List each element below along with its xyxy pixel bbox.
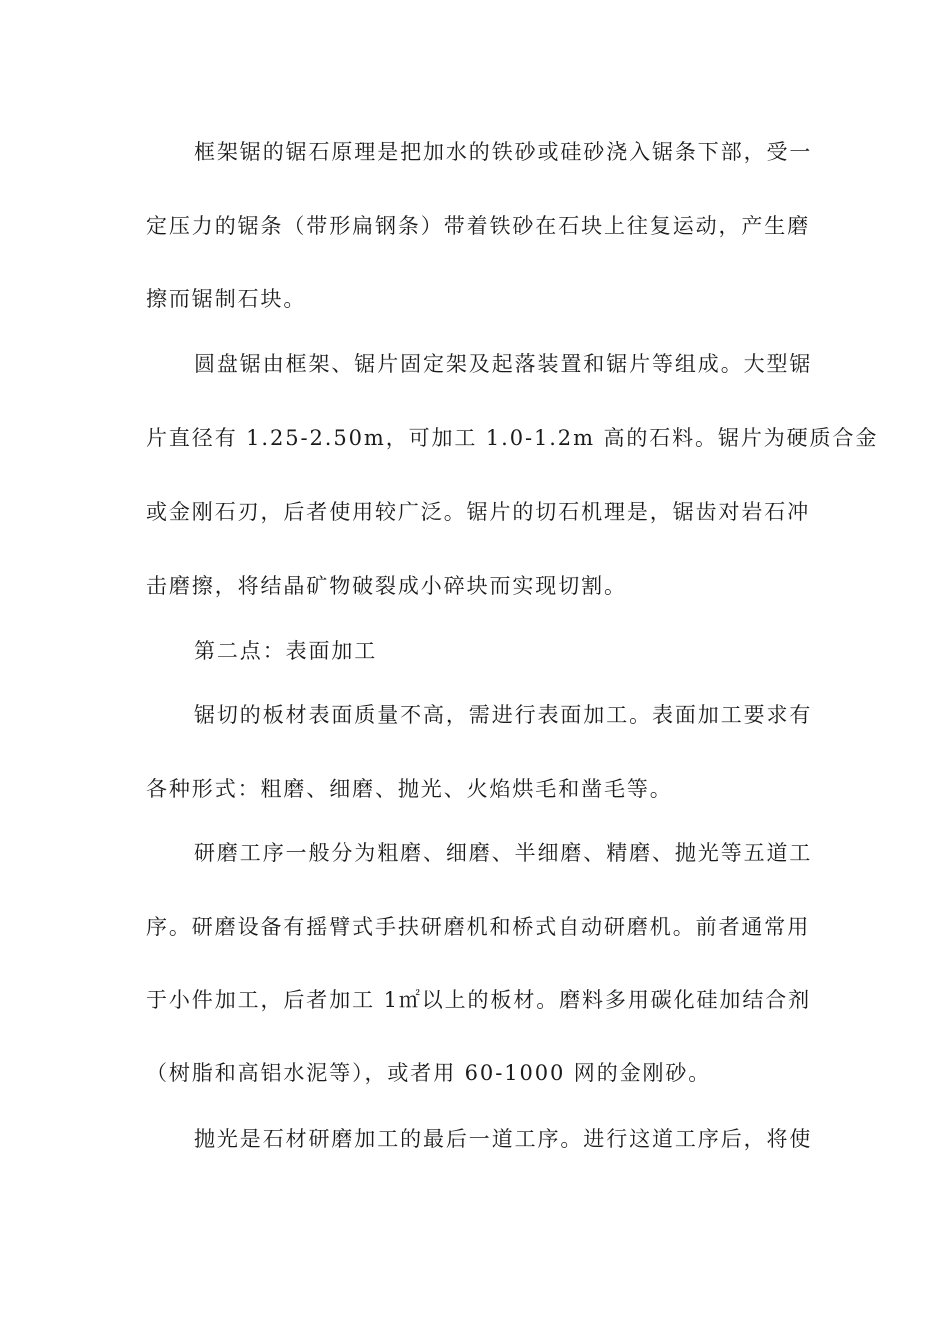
- paragraph-line: 擦而锯制石块。: [146, 287, 307, 311]
- paragraph-line: 各种形式：粗磨、细磨、抛光、火焰烘毛和凿毛等。: [146, 777, 673, 801]
- paragraph-line: 于小件加工，后者加工 1㎡以上的板材。磨料多用碳化硅加结合剂: [146, 988, 812, 1012]
- paragraph-line: 定压力的锯条（带形扁钢条）带着铁砂在石块上往复运动，产生磨: [146, 214, 811, 238]
- paragraph-line: 锯切的板材表面质量不高，需进行表面加工。表面加工要求有: [194, 703, 813, 727]
- paragraph-line: 击磨擦，将结晶矿物破裂成小碎块而实现切割。: [146, 574, 627, 598]
- paragraph-line: 或金刚石刃，后者使用较广泛。锯片的切石机理是，锯齿对岩石冲: [146, 500, 811, 524]
- paragraph-line: 片直径有 1.25-2.50m，可加工 1.0-1.2m 高的石料。锯片为硬质合金: [146, 426, 879, 450]
- paragraph-line: 抛光是石材研磨加工的最后一道工序。进行这道工序后，将使: [194, 1127, 813, 1151]
- section-heading: 第二点：表面加工: [194, 639, 378, 663]
- paragraph-line: 序。研磨设备有摇臂式手扶研磨机和桥式自动研磨机。前者通常用: [146, 915, 811, 939]
- paragraph-line: （树脂和高铝水泥等），或者用 60-1000 网的金刚砂。: [146, 1061, 712, 1085]
- paragraph-line: 圆盘锯由框架、锯片固定架及起落装置和锯片等组成。大型锯: [194, 352, 813, 376]
- paragraph-line: 研磨工序一般分为粗磨、细磨、半细磨、精磨、抛光等五道工: [194, 841, 813, 865]
- paragraph-line: 框架锯的锯石原理是把加水的铁砂或硅砂浇入锯条下部，受一: [194, 140, 813, 164]
